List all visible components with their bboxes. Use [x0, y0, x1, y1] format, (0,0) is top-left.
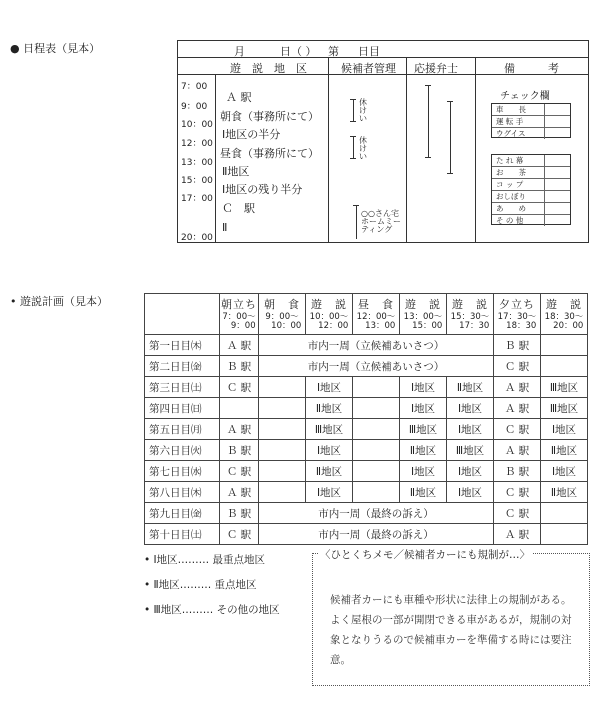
rest-note-2: 休けい — [359, 136, 367, 161]
schedule-table — [177, 40, 589, 243]
plan-header-title: 朝 食 — [264, 298, 300, 311]
plan-cell: Ｃ 駅 — [494, 503, 541, 524]
schedule-month: 月 — [234, 45, 245, 58]
plan-cell: Ｃ 駅 — [494, 419, 541, 440]
plan-cell: Ⅰ地区 — [447, 419, 494, 440]
plan-row — [145, 419, 588, 440]
entry: Ⅰ地区の半分 — [222, 128, 281, 141]
plan-day-label: 第十日目㈯ — [145, 524, 220, 545]
plan-header-cell — [447, 294, 494, 335]
schedule-nichime: 日目 — [358, 45, 380, 58]
plan-corner-cell — [145, 294, 220, 335]
plan-day-label: 第四日目㈰ — [145, 398, 220, 419]
check-item: た れ 幕 — [492, 155, 570, 167]
plan-day-label: 第六日目㈫ — [145, 440, 220, 461]
plan-cell — [259, 377, 306, 398]
plan-cell: Ｃ 駅 — [494, 356, 541, 377]
memo-title: 〈ひとくちメモ／候補者カーにも規制が…〉 — [320, 549, 530, 561]
check-item: ウグイス — [492, 128, 570, 139]
plan-cell: Ａ 駅 — [220, 482, 259, 503]
plan-cell: Ⅱ地区 — [447, 377, 494, 398]
plan-cell: Ⅰ地区 — [447, 461, 494, 482]
plan-cell: Ⅲ地区 — [400, 419, 447, 440]
plan-cell: Ⅰ地区 — [306, 377, 353, 398]
plan-cell: Ⅲ地区 — [306, 419, 353, 440]
plan-cell — [259, 398, 306, 419]
entry: Ⅱ地区 — [222, 165, 250, 178]
plan-header-cell — [353, 294, 400, 335]
plan-cell: Ⅰ地区 — [447, 482, 494, 503]
col-notes: 備 考 — [504, 62, 559, 75]
plan-cell — [259, 440, 306, 461]
plan-cell: Ⅱ地区 — [541, 440, 588, 461]
plan-day-label: 第九日目㈮ — [145, 503, 220, 524]
check-title: チェック欄 — [500, 91, 550, 102]
plan-header-time: 10：00～ 12：00 — [309, 312, 349, 331]
check-box-items — [491, 154, 571, 225]
plan-day-label: 第三日目㈯ — [145, 377, 220, 398]
plan-header-title: 遊 説 — [405, 298, 441, 311]
plan-cell: Ⅰ地区 — [400, 377, 447, 398]
plan-cell: Ⅲ地区 — [541, 398, 588, 419]
plan-cell: Ⅰ地区 — [447, 398, 494, 419]
legend-item: • Ⅲ地区……… その他の地区 — [144, 604, 280, 616]
plan-header-time: 7：00～ 9：00 — [222, 312, 256, 331]
time-label: 7：00 — [181, 82, 208, 92]
plan-cell: Ⅰ地区 — [400, 461, 447, 482]
plan-cell: Ｃ 駅 — [220, 524, 259, 545]
plan-header-time: 13：00～ 15：00 — [403, 312, 443, 331]
time-label: 10：00 — [181, 120, 213, 130]
col-candidate: 候補者管理 — [341, 62, 396, 75]
time-label: 17：00 — [181, 194, 213, 204]
plan-cell: Ⅰ地区 — [306, 482, 353, 503]
rest-note-1: 休けい — [359, 98, 367, 123]
plan-header-time: 9：00～ 10：00 — [265, 312, 302, 331]
col-area: 遊 説 地 区 — [230, 62, 307, 75]
schedule-dai: 第 — [328, 45, 339, 58]
plan-header-title: 遊 説 — [452, 298, 488, 311]
plan-cell: Ｂ 駅 — [220, 356, 259, 377]
check-item: 運 転 手 — [492, 116, 570, 128]
plan-row — [145, 398, 588, 419]
plan-header-cell — [220, 294, 259, 335]
plan-day-label: 第七日目㈬ — [145, 461, 220, 482]
plan-cell: Ａ 駅 — [494, 398, 541, 419]
memo-body: 候補者カーにも車種や形状に法律上の規制がある。よく屋根の一部が開閉できる車があるが，規制の対象となりうるので候補車カーを準備する時には要注意。 — [330, 594, 572, 666]
home-meeting-note: ○○さん宅ホームミーティング — [361, 209, 401, 234]
plan-header-title: 遊 説 — [546, 298, 582, 311]
plan-day-label: 第五日目㈪ — [145, 419, 220, 440]
plan-cell — [541, 335, 588, 356]
plan-cell — [259, 419, 306, 440]
plan-cell — [353, 377, 400, 398]
plan-cell: Ｃ 駅 — [494, 482, 541, 503]
plan-label: • 遊説計画（見本） — [10, 295, 108, 308]
plan-cell — [353, 398, 400, 419]
schedule-day: 日（ ） — [280, 45, 317, 58]
plan-cell: Ⅱ地区 — [400, 482, 447, 503]
plan-cell — [259, 461, 306, 482]
entry: Ｃ 駅 — [222, 202, 255, 215]
plan-row — [145, 335, 588, 356]
check-item: コ ッ プ — [492, 179, 570, 191]
plan-row — [145, 440, 588, 461]
plan-header-title: 昼 食 — [358, 298, 394, 311]
plan-cell: Ⅲ地区 — [541, 377, 588, 398]
plan-header-cell — [306, 294, 353, 335]
plan-cell: Ｂ 駅 — [220, 503, 259, 524]
plan-cell: Ⅱ地区 — [541, 482, 588, 503]
plan-cell: Ⅱ地区 — [306, 398, 353, 419]
entry: Ａ 駅 — [226, 91, 252, 104]
plan-row — [145, 461, 588, 482]
plan-header-title: 朝立ち — [221, 298, 257, 311]
plan-cell: Ⅰ地区 — [306, 440, 353, 461]
plan-cell — [353, 440, 400, 461]
plan-cell: Ⅰ地区 — [400, 398, 447, 419]
plan-cell — [541, 524, 588, 545]
plan-cell — [353, 461, 400, 482]
entry: 朝食（事務所にて） — [220, 110, 319, 123]
plan-header-cell — [494, 294, 541, 335]
plan-row — [145, 377, 588, 398]
plan-cell: Ⅱ地区 — [306, 461, 353, 482]
plan-header-cell — [541, 294, 588, 335]
plan-cell: Ⅱ地区 — [400, 440, 447, 461]
plan-header-time: 15：30～ 17：30 — [450, 312, 490, 331]
legend-item: • Ⅰ地区……… 最重点地区 — [144, 554, 265, 566]
plan-cell: 市内一周（最終の訴え） — [259, 503, 494, 524]
plan-cell: 市内一周（立候補あいさつ） — [259, 335, 494, 356]
plan-cell — [353, 482, 400, 503]
plan-row — [145, 524, 588, 545]
plan-cell: 市内一周（最終の訴え） — [259, 524, 494, 545]
plan-cell: Ｂ 駅 — [220, 440, 259, 461]
plan-cell — [220, 398, 259, 419]
plan-day-label: 第二日目㈮ — [145, 356, 220, 377]
entry: Ⅰ地区の残り半分 — [222, 183, 303, 196]
plan-cell — [353, 419, 400, 440]
plan-cell: Ⅲ地区 — [447, 440, 494, 461]
plan-header-cell — [400, 294, 447, 335]
plan-row — [145, 482, 588, 503]
plan-day-label: 第一日目㈭ — [145, 335, 220, 356]
check-box-staff — [491, 103, 571, 138]
plan-day-label: 第八日目㈭ — [145, 482, 220, 503]
plan-cell: Ｂ 駅 — [494, 461, 541, 482]
plan-cell: Ａ 駅 — [494, 440, 541, 461]
time-label: 20：00 — [181, 233, 213, 243]
plan-header-title: 夕立ち — [499, 298, 535, 311]
plan-cell: Ａ 駅 — [220, 419, 259, 440]
plan-cell: Ｂ 駅 — [494, 335, 541, 356]
col-support: 応援弁士 — [414, 62, 458, 75]
check-item: お 茶 — [492, 167, 570, 179]
plan-cell: Ａ 駅 — [220, 335, 259, 356]
plan-header-cell — [259, 294, 306, 335]
schedule-label: ● 日程表（見本） — [10, 42, 101, 55]
entry: Ⅱ — [222, 221, 228, 234]
plan-header-title: 遊 説 — [311, 298, 347, 311]
plan-row — [145, 356, 588, 377]
plan-header-time: 18：30～ 20：00 — [544, 312, 584, 331]
plan-header-time: 17：30～ 18：30 — [497, 312, 537, 331]
check-item: おしぼり — [492, 191, 570, 203]
time-label: 13：00 — [181, 158, 213, 168]
check-item: 車 長 — [492, 104, 570, 116]
time-label: 12：00 — [181, 139, 213, 149]
check-item: あ め — [492, 203, 570, 215]
plan-header-time: 12：00～ 13：00 — [356, 312, 396, 331]
plan-row — [145, 503, 588, 524]
plan-table — [144, 293, 588, 545]
plan-cell — [259, 482, 306, 503]
plan-cell: Ｃ 駅 — [220, 461, 259, 482]
plan-cell — [541, 503, 588, 524]
time-label: 9：00 — [181, 102, 208, 112]
entry: 昼食（事務所にて） — [220, 147, 319, 160]
plan-cell: Ⅰ地区 — [541, 461, 588, 482]
plan-cell: Ⅰ地区 — [541, 419, 588, 440]
check-item: そ の 他 — [492, 215, 570, 226]
plan-cell: Ａ 駅 — [494, 524, 541, 545]
plan-cell: 市内一周（立候補あいさつ） — [259, 356, 494, 377]
plan-cell: Ａ 駅 — [494, 377, 541, 398]
time-label: 15：00 — [181, 176, 213, 186]
plan-cell — [541, 356, 588, 377]
legend-item: • Ⅱ地区……… 重点地区 — [144, 579, 257, 591]
plan-cell: Ｃ 駅 — [220, 377, 259, 398]
